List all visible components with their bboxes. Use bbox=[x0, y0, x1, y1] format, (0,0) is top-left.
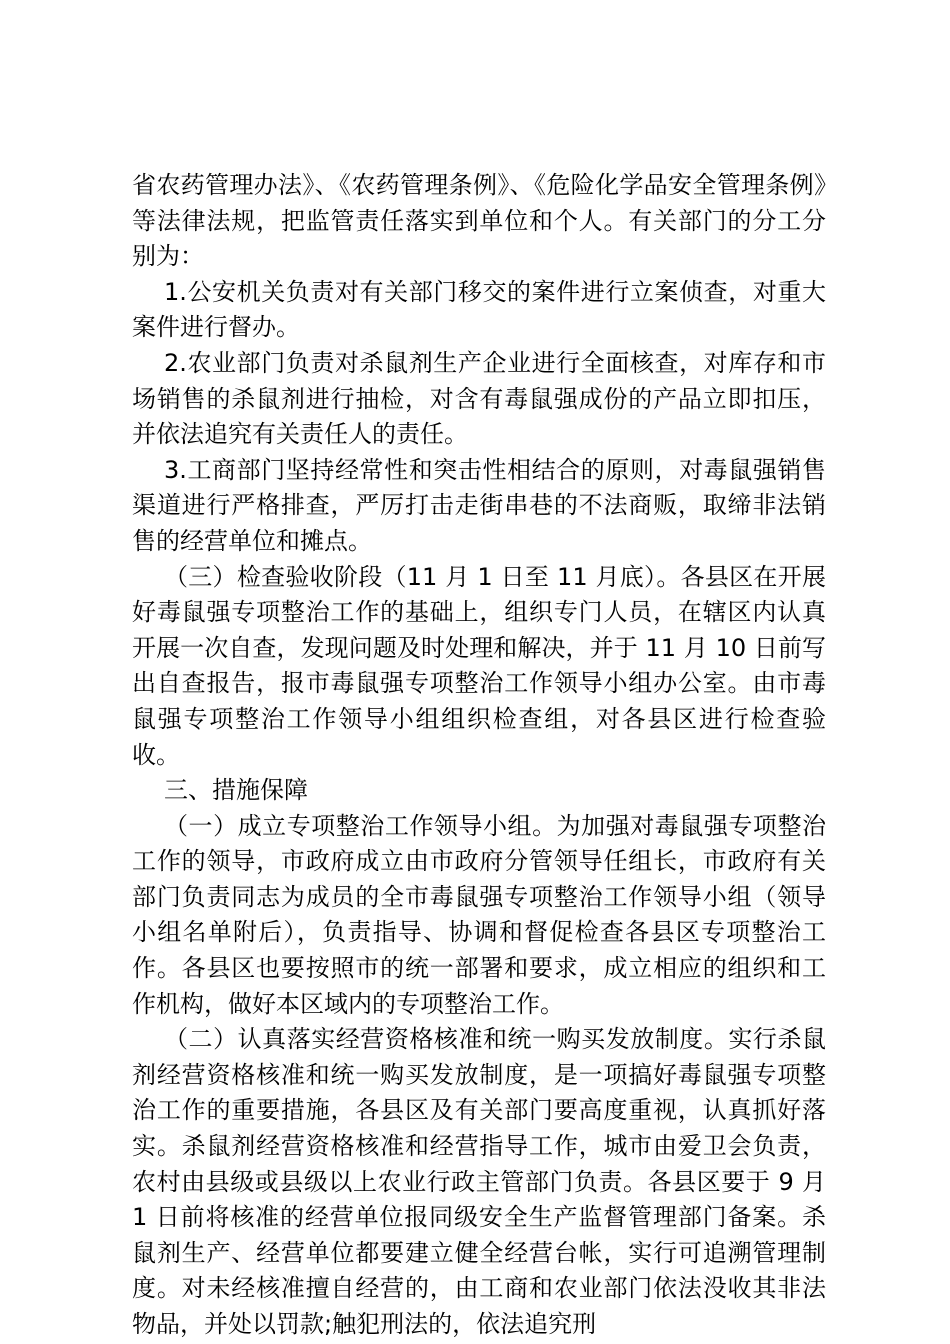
section-heading-measures: 三、措施保障 bbox=[164, 776, 308, 805]
paragraph-agriculture: 2.农业部门负责对杀鼠剂生产企业进行全面核查，对库存和市场销售的杀鼠剂进行抽检，对含有毒鼠强成份的产品立即扣压，并依法追究有关责任人的责任。 bbox=[132, 348, 826, 449]
paragraph-qualification-system: （二）认真落实经营资格核准和统一购买发放制度。实行杀鼠剂经营资格核准和统一购买发放制度，是一项搞好毒鼠强专项整治工作的重要措施，各县区及有关部门要高度重视，认真抓好落实。杀鼠剂经营资格核准和经营指导工作，城市由爱卫会负责，农村由县级或县级以上农业行政主管部门负责。各县区要于 9 月 1 日前将核准的经营单位报同级安全生产监督管理部门备案。杀鼠剂生产、经营单位都要建立健全经营台帐，实行可追溯管理制度。对未经核准擅自经营的，由工商和农业部门依法没收其非法物品，并处以罚款;触犯刑法的，依法追究刑 bbox=[132, 1025, 826, 1338]
paragraph-commerce: 3.工商部门坚持经常性和突击性相结合的原则，对毒鼠强销售渠道进行严格排查，严厉打击走街串巷的不法商贩，取缔非法销售的经营单位和摊点。 bbox=[132, 455, 826, 555]
paragraph-continuation: 省农药管理办法》、《农药管理条例》、《危险化学品安全管理条例》等法律法规，把监管责任落实到单位和个人。有关部门的分工分别为： bbox=[132, 171, 826, 271]
document-body bbox=[132, 168, 826, 1343]
paragraph-leading-group: （一）成立专项整治工作领导小组。为加强对毒鼠强专项整治工作的领导，市政府成立由市政府分管领导任组长，市政府有关部门负责同志为成员的全市毒鼠强专项整治工作领导小组（领导小组名单附后），负责指导、协调和督促检查各县区专项整治工作。各县区也要按照市的统一部署和要求，成立相应的组织和工作机构，做好本区域内的专项整治工作。 bbox=[132, 811, 826, 1018]
paragraph-inspection-stage: （三）检查验收阶段（11 月 1 日至 11 月底）。各县区在开展好毒鼠强专项整治工作的基础上，组织专门人员，在辖区内认真开展一次自查，发现问题及时处理和解决，并于 11 月 10 日前写出自查报告，报市毒鼠强专项整治工作领导小组办公室。由市毒鼠强专项整治工作领导小组组织检查组，对各县区进行检查验收。 bbox=[132, 562, 826, 769]
paragraph-public-security: 1.公安机关负责对有关部门移交的案件进行立案侦查，对重大案件进行督办。 bbox=[132, 277, 826, 342]
